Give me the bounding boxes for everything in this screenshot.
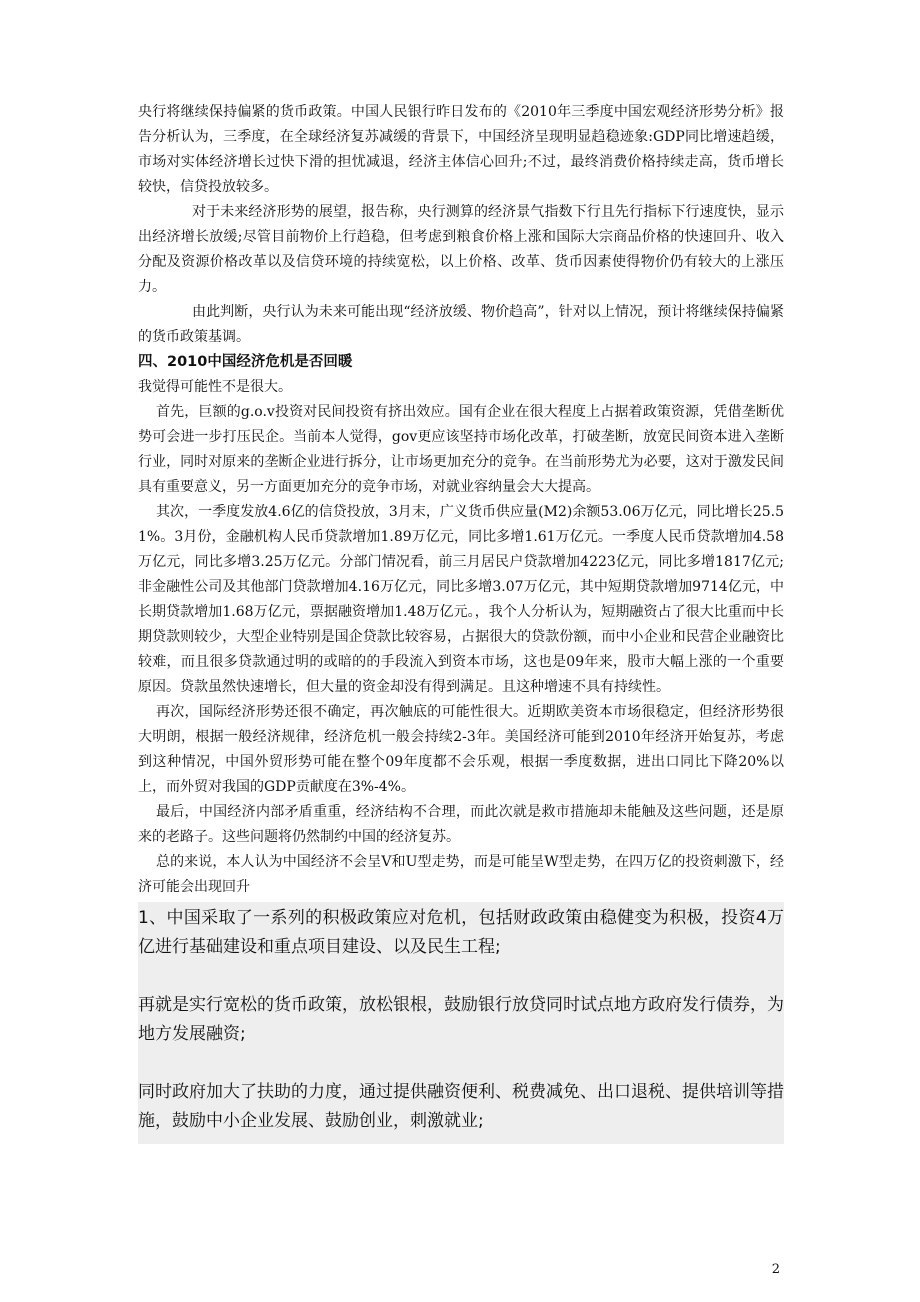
paragraph: 首先，巨额的g.o.v投资对民间投资有挤出效应。国有企业在很大程度上占据着政策资源，凭借垄断优势可会进一步打压民企。当前本人觉得，gov更应该坚持市场化改革，打破垄断，放宽民间资本进入垄断行业，同时对原来的垄断企业进行拆分，让市场更加充分的竞争。在当前形势尤为必要，这对于激发民间具有重要意义，另一方面更加充分的竞争市场，对就业容纳量会大大提高。 xyxy=(138,404,784,495)
paragraph: 央行将继续保持偏紧的货币政策。中国人民银行昨日发布的《2010年三季度中国宏观经济形势分析》报告分析认为，三季度，在全球经济复苏减缓的背景下，中国经济呈现明显趋稳迹象:GDP同比增速趋缓，市场对实体经济增长过快下滑的担忧减退，经济主体信心回升;不过，最终消费价格持续走高，货币增长较快，信贷投放较多。 xyxy=(138,104,784,195)
shaded-paragraph: 再就是实行宽松的货币政策，放松银根，鼓励银行放贷同时试点地方政府发行债券，为地方发展融资; xyxy=(138,995,784,1044)
paragraph: 再次，国际经济形势还很不确定，再次触底的可能性很大。近期欧美资本市场很稳定，但经济形势很大明朗，根据一般经济规律，经济危机一般会持续2-3年。美国经济可能到2010年经济开始复苏，考虑到这种情况，中国外贸形势可能在整个09年度都不会乐观，根据一季度数据，进出口同比下降20%以上，而外贸对我国的GDP贡献度在3%-4%。 xyxy=(138,704,784,795)
shaded-section xyxy=(138,902,784,1144)
shaded-paragraph: 同时政府加大了扶助的力度，通过提供融资便利、税费减免、出口退税、提供培训等措施，鼓励中小企业发展、鼓励创业，刺激就业; xyxy=(138,1082,784,1131)
shaded-paragraph: 1、中国采取了一系列的积极政策应对危机，包括财政政策由稳健变为积极，投资4万亿进行基础建设和重点项目建设、以及民生工程; xyxy=(138,908,784,957)
paragraph: 我觉得可能性不是很大。 xyxy=(138,379,292,395)
paragraph: 最后，中国经济内部矛盾重重，经济结构不合理，而此次就是救市措施却未能触及这些问题，还是原来的老路子。这些问题将仍然制约中国的经济复苏。 xyxy=(138,804,784,845)
paragraph: 总的来说，本人认为中国经济不会呈V和U型走势，而是可能呈W型走势，在四万亿的投资刺激下，经济可能会出现回升 xyxy=(138,854,784,895)
paragraph: 对于未来经济形势的展望，报告称，央行测算的经济景气指数下行且先行指标下行速度快，显示出经济增长放缓;尽管目前物价上行趋稳，但考虑到粮食价格上涨和国际大宗商品价格的快速回升、收入分配及资源价格改革以及信贷环境的持续宽松，以上价格、改革、货币因素使得物价仍有较大的上涨压力。 xyxy=(138,204,784,295)
paragraph: 其次，一季度发放4.6亿的信贷投放，3月末，广义货币供应量(M2)余额53.06万亿元，同比增长25.51%。3月份，金融机构人民币贷款增加1.89万亿元，同比多增1.61万亿元。一季度人民币贷款增加4.58万亿元，同比多增3.25万亿元。分部门情况看，前三月居民户贷款增加4223亿元，同比多增1817亿元;非金融性公司及其他部门贷款增加4.16万亿元，同比多增3.07万亿元，其中短期贷款增加9714亿元，中长期贷款增加1.68万亿元，票据融资增加1.48万亿元。，我个人分析认为，短期融资占了很大比重而中长期贷款则较少，大型企业特别是国企贷款比较容易，占据很大的贷款份额，而中小企业和民营企业融资比较难，而且很多贷款通过明的或暗的的手段流入到资本市场，这也是09年来，股市大幅上涨的一个重要原因。贷款虽然快速增长，但大量的资金却没有得到满足。且这种增速不具有持续性。 xyxy=(138,504,784,695)
page-number: 2 xyxy=(771,1262,780,1277)
section-heading: 四、2010中国经济危机是否回暖 xyxy=(138,354,353,370)
paragraph: 由此判断，央行认为未来可能出现“经济放缓、物价趋高”，针对以上情况，预计将继续保持偏紧的货币政策基调。 xyxy=(138,304,784,345)
document-body xyxy=(138,100,784,1144)
